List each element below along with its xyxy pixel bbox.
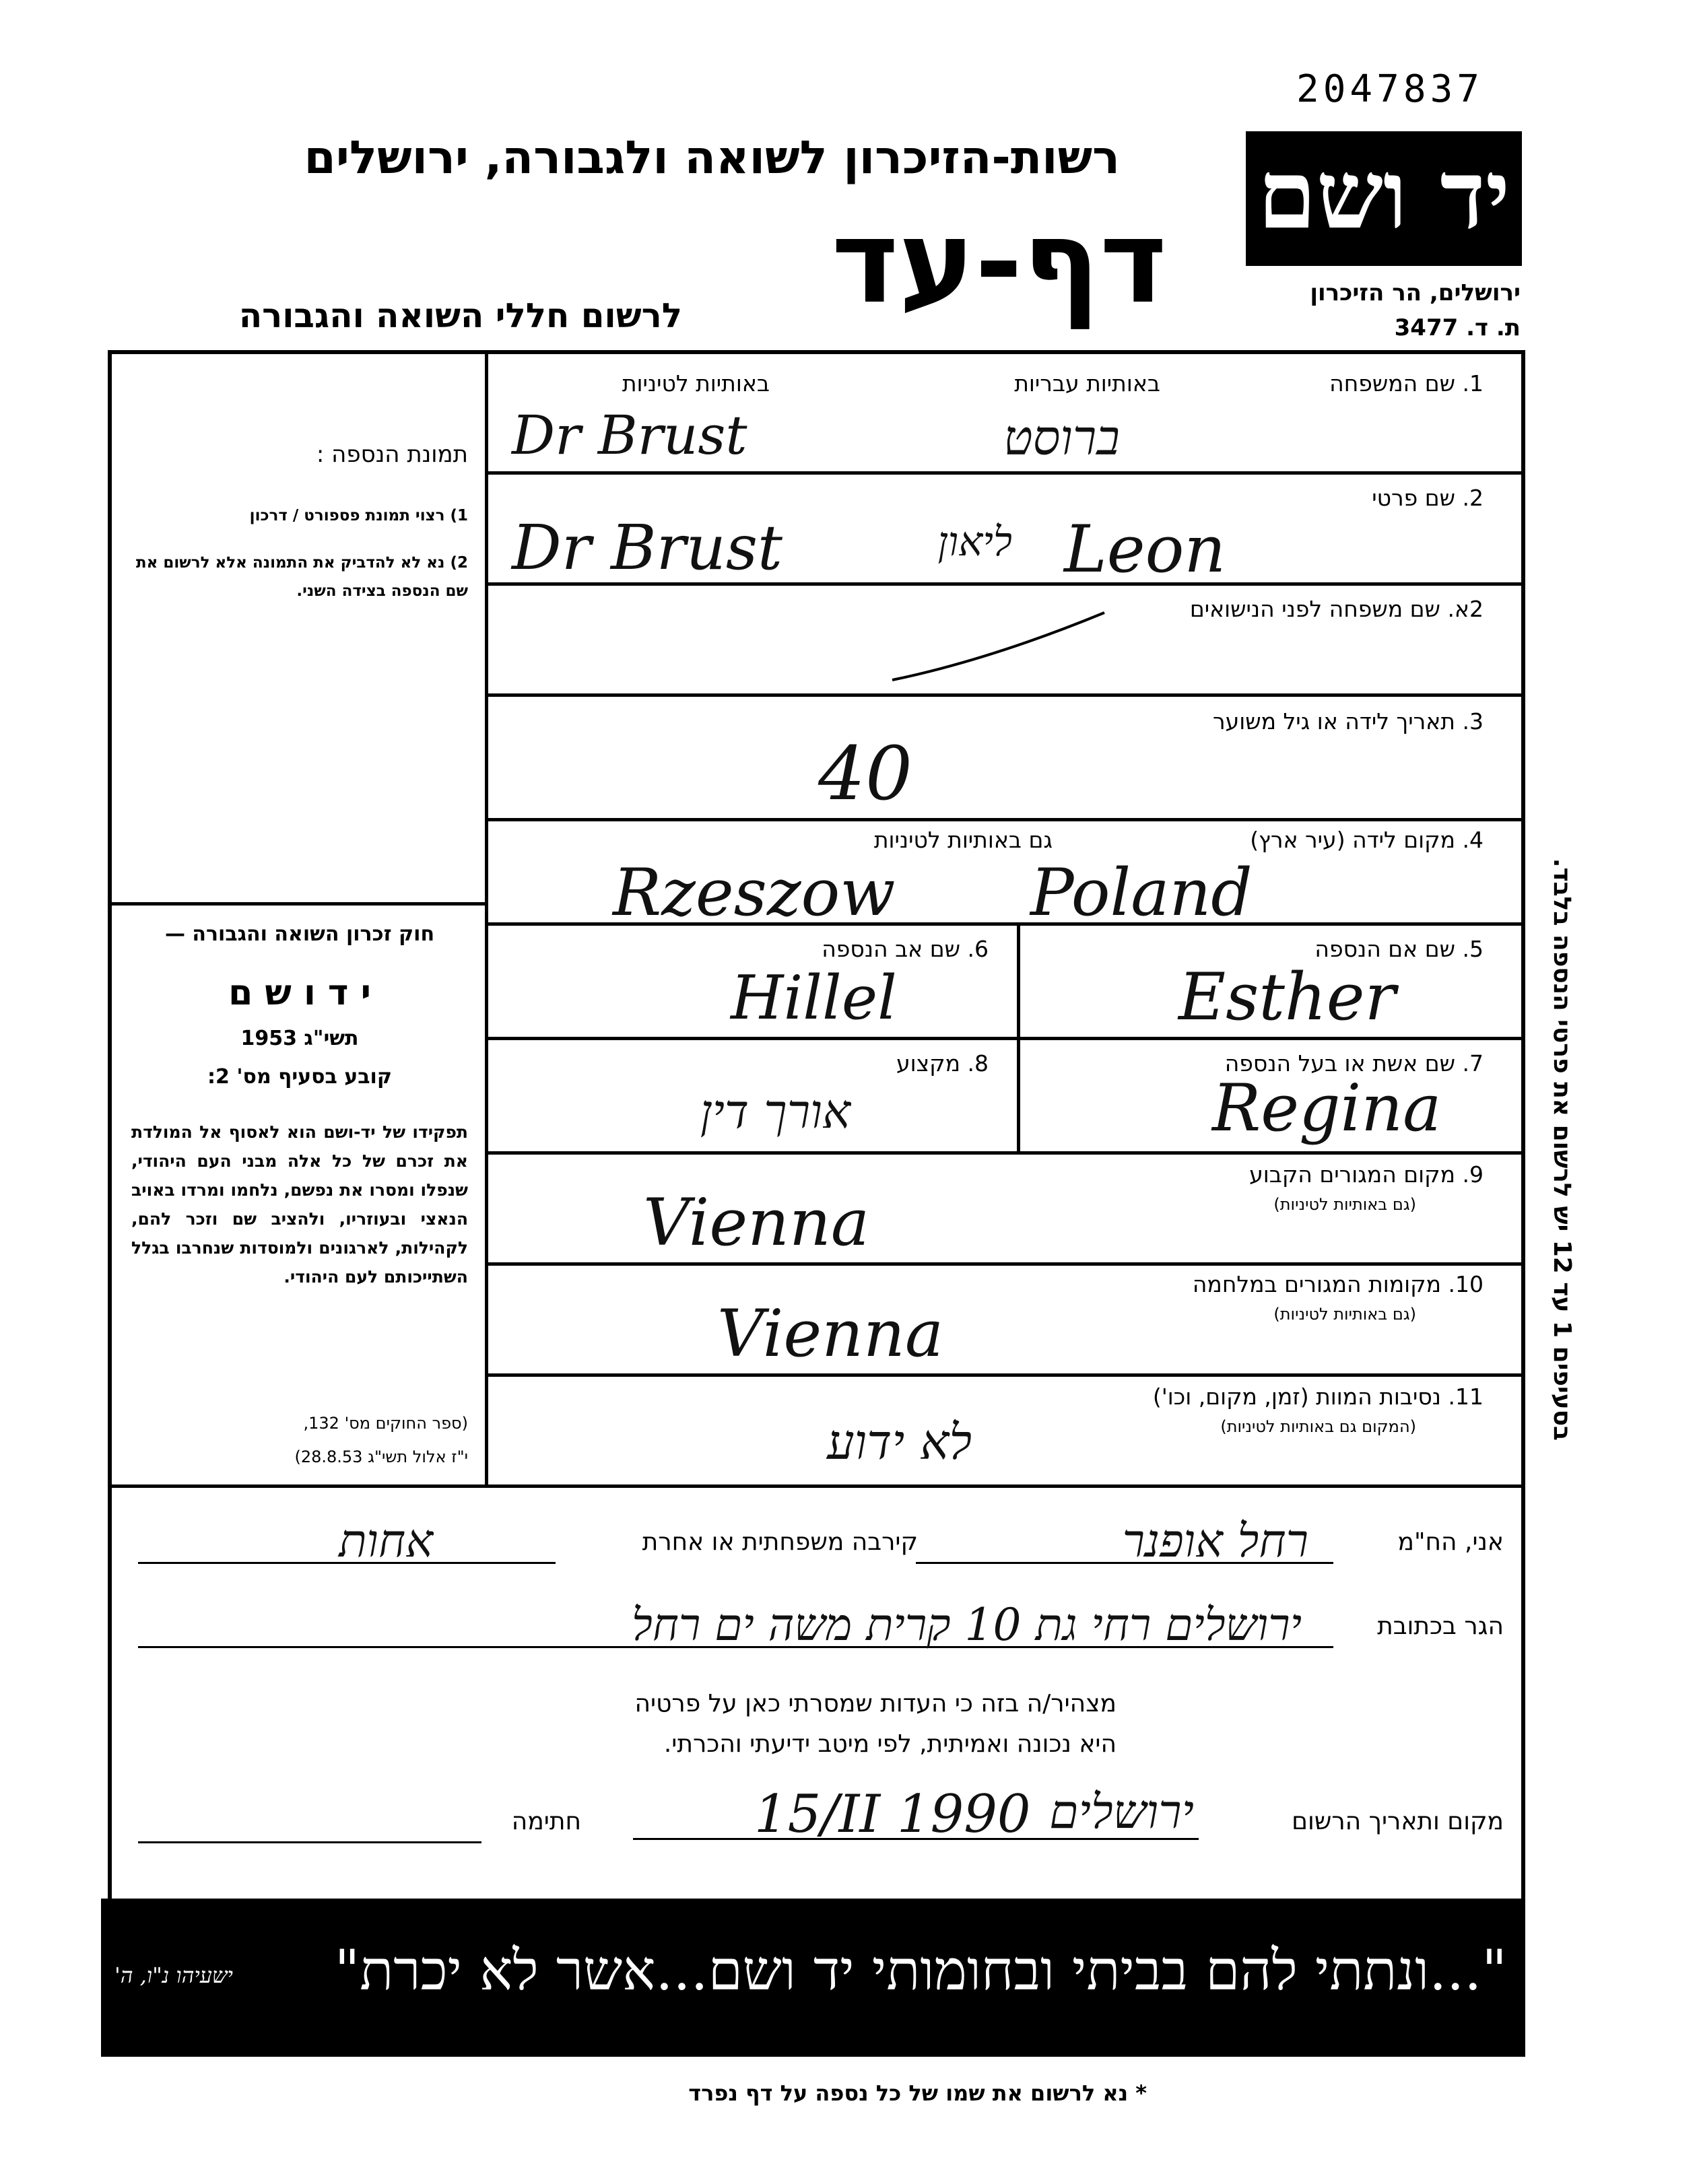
- firstname-latin: Leon: [1064, 512, 1226, 587]
- profession-value: אורך דין: [700, 1084, 851, 1139]
- serial-number-top: 2047837: [1296, 67, 1484, 111]
- field-11-sub: (המקום גם באותיות לטיניות): [1220, 1417, 1416, 1436]
- field-5-label: 5. שם אם הנספה: [1314, 936, 1484, 962]
- row-line-4: [485, 818, 1525, 821]
- field-3-label: 3. תאריך לידה או גיל משוער: [1212, 708, 1484, 735]
- birth-city: Rzeszow: [613, 855, 896, 930]
- law-clause: קובע בסעיף מס' 2:: [207, 1065, 392, 1089]
- row-line-7: [485, 1151, 1525, 1155]
- permanent-residence: Vienna: [643, 1185, 870, 1260]
- photo-note-item-2: 2) נא לא להדביק את התמונה אלא לרשום את שם הנספה בצידה השני.: [135, 554, 468, 600]
- row-line-6: [485, 1037, 1525, 1040]
- address-label: הגר בכתובת: [1377, 1612, 1504, 1640]
- dash-stroke: [889, 606, 1111, 687]
- mother-name: Esther: [1178, 959, 1396, 1035]
- field-1-hebrew-col: באותיות עבריות: [1014, 370, 1160, 397]
- split-line: [1017, 922, 1020, 1151]
- law-yad-vashem: י ד ו ש ם: [228, 973, 371, 1013]
- serial-number-bottom: 224024: [1347, 2006, 1527, 2056]
- signature-label: חתימה: [511, 1808, 581, 1835]
- row-line-8: [485, 1262, 1525, 1266]
- death-circumstances: לא ידוע: [827, 1414, 972, 1470]
- address-value: ירושלים רחי גת 10 קרית משה ים רחל: [631, 1599, 1302, 1651]
- side-instruction: בסעיפים 1 עד 12 יש לרשום את פרטי הנספה בלבד.: [1548, 858, 1576, 1441]
- field-8-label: 8. מקצוע: [896, 1050, 989, 1077]
- form-subtitle: לרשום חללי השואה והגבורה: [238, 296, 682, 335]
- yad-vashem-logo: יד ושם: [1246, 131, 1522, 266]
- relation-label: קירבה משפחתית או אחרת: [642, 1528, 918, 1556]
- field-10-label: 10. מקומות המגורים במלחמה: [1192, 1271, 1484, 1297]
- photo-note-item-1: 1) רצוי תמונת פספורט / דרכון: [249, 507, 468, 524]
- place-date-label: מקום ותאריך הרשום: [1292, 1808, 1504, 1835]
- declarant-name: רחל אופנר: [1122, 1515, 1308, 1568]
- field-7-label: 7. שם אשת או בעל הנספה: [1224, 1050, 1484, 1077]
- firstname-hebrew: ליאון: [937, 518, 1012, 566]
- banner-source: ישעיהו נ"ו, ה': [114, 1963, 233, 1988]
- spouse-name: Regina: [1212, 1070, 1442, 1146]
- statement-2: היא נכונה ואמיתית, לפי מיטב ידיעתי והכרתי.: [663, 1730, 1117, 1758]
- surname-latin: Dr Brust: [512, 404, 747, 467]
- row-line-3: [485, 693, 1525, 697]
- left-box-separator: [108, 902, 486, 906]
- row-line-1: [485, 471, 1525, 475]
- field-4-sub: גם באותיות לטיניות: [873, 827, 1053, 853]
- footer-note: * נא לרשום את שמו של כל נספה על דף נפרד: [688, 2080, 1147, 2106]
- law-heading: חוק זכרון השואה והגבורה —: [164, 922, 435, 946]
- banner-quote: "...ונתתי להם בביתי ובחומותי יד ושם...אשר לא יכרת": [334, 1939, 1507, 2003]
- photo-note-title: תמונת הנספה :: [316, 441, 468, 468]
- firstname-latin-prefix: Dr Brust: [512, 512, 783, 584]
- registration-date: 15/II 1990: [754, 1784, 1031, 1845]
- birth-country: Poland: [1030, 855, 1253, 930]
- relation-value: אחות: [339, 1515, 433, 1568]
- field-9-sub: (גם באותיות לטיניות): [1273, 1195, 1416, 1214]
- field-10-sub: (גם באותיות לטיניות): [1273, 1305, 1416, 1324]
- row-line-10: [108, 1485, 1525, 1488]
- logo-location: ירושלים, הר הזיכרון: [1310, 279, 1521, 306]
- row-line-9: [485, 1373, 1525, 1377]
- authority-name: רשות-הזיכרון לשואה ולגבורה, ירושלים: [304, 131, 1120, 184]
- registration-place: ירושלים: [1049, 1784, 1194, 1839]
- surname-hebrew: ברוסט: [1003, 409, 1120, 466]
- field-2a-label: 2א. שם משפחה לפני הנישואים: [1189, 596, 1484, 622]
- field-1-latin-col: באותיות לטיניות: [622, 370, 770, 397]
- field-4-label: 4. מקום לידה (עיר ארץ): [1250, 827, 1484, 853]
- wartime-residence: Vienna: [717, 1296, 944, 1371]
- declarant-label: אני, הח"מ: [1397, 1528, 1504, 1556]
- field-2-label: 2. שם פרטי: [1372, 485, 1484, 511]
- law-ref-2: י"ז אלול תשי"ג 28.8.53): [294, 1447, 468, 1466]
- birth-age-value: 40: [818, 730, 912, 817]
- law-ref-1: (ספר החוקים מס' 132,: [303, 1414, 468, 1433]
- field-6-label: 6. שם אב הנספה: [822, 936, 989, 962]
- field-11-label: 11. נסיבות המוות (זמן, מקום, וכו'): [1152, 1384, 1484, 1410]
- signature-line: [138, 1841, 481, 1843]
- column-divider: [485, 350, 488, 1488]
- form-title: דף-עד: [831, 196, 1167, 329]
- field-1-label: 1. שם המשפחה: [1329, 370, 1484, 397]
- law-body: תפקידו של יד-ושם הוא לאסוף אל המולדת את זכרם של כל אלה מבני העם היהודי, שנפלו ומסרו את נפשם, נלחמו ומרדו באויב הנאצי ובעוזריו, ולהציב שם וזכר להם, לקהילות, לארגונים ולמוסדות שנחרבו בגלל השתייכותם לעם היהודי.: [131, 1122, 468, 1287]
- logo-pobox: ת. ד. 3477: [1394, 314, 1521, 341]
- father-name: Hillel: [731, 963, 897, 1033]
- field-9-label: 9. מקום המגורים הקבוע: [1249, 1161, 1484, 1188]
- law-year: תשי"ג 1953: [240, 1027, 359, 1050]
- statement-1: מצהיר/ה בזה כי העדות שמסרתי כאן על פרטיה: [634, 1690, 1117, 1717]
